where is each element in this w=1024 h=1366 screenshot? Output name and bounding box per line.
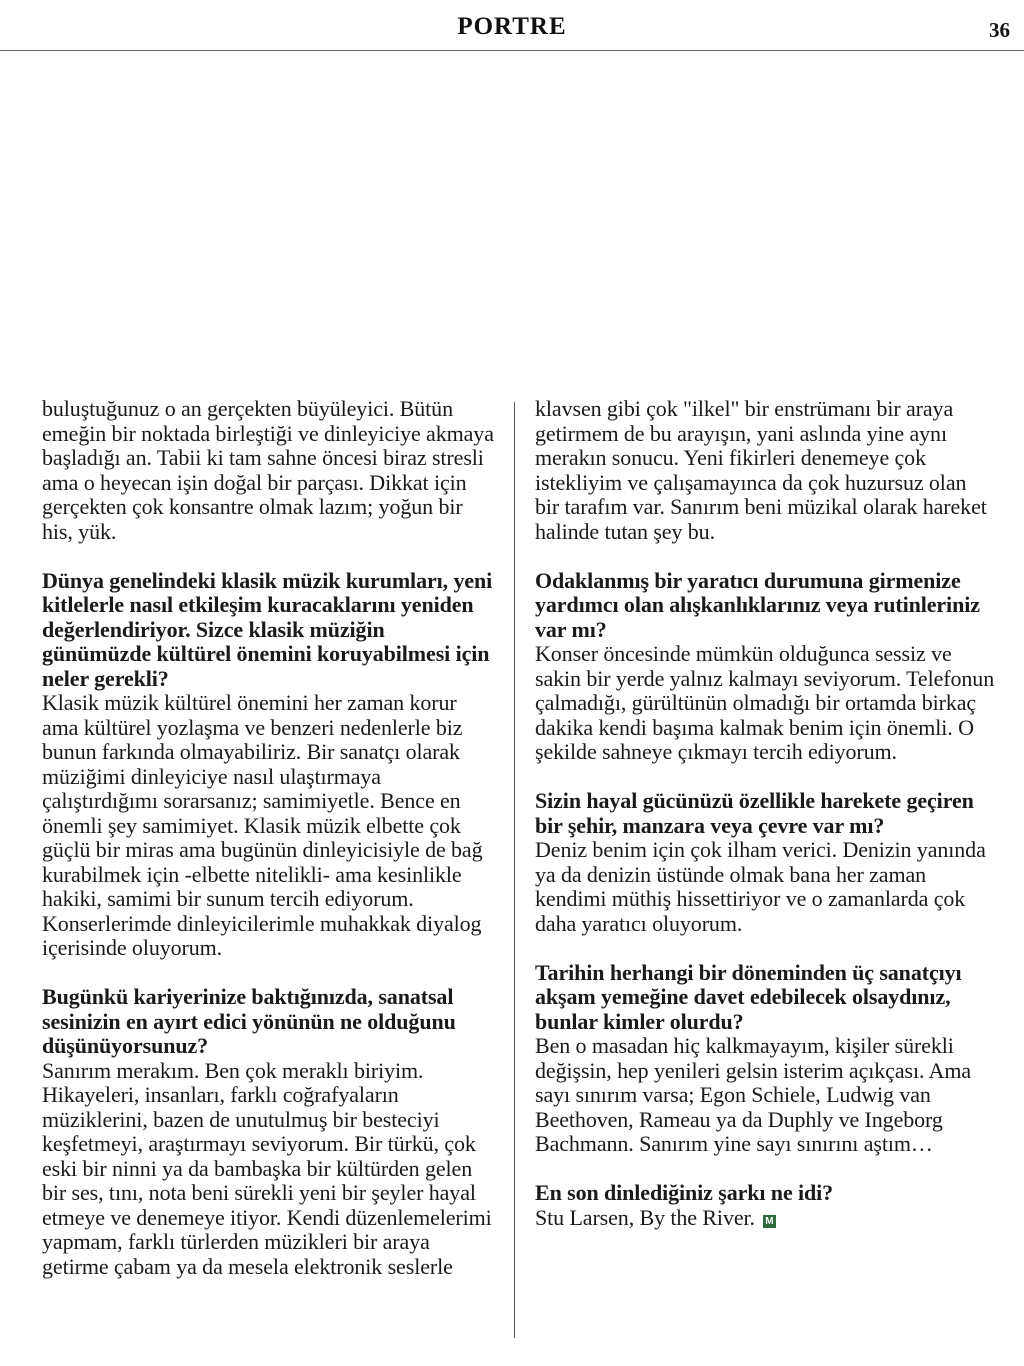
qa-block xyxy=(42,569,498,961)
column-divider xyxy=(514,402,515,1338)
interview-question: Dünya genelindeki klasik müzik kurumları, yeni kitlelerle nasıl etkileşim kuracaklarını yeniden değerlendiriyor. Sizce klasik müziğin günümüzde kültürel önemini koruyabilmesi için neler gerekli? xyxy=(42,567,493,691)
continuation-block xyxy=(535,397,995,544)
final-answer-text: Stu Larsen, By the River. xyxy=(535,1204,755,1230)
interview-answer: Deniz benim için çok ilham verici. Denizin yanında ya da denizin üstünde olmak bana her zaman kendimi müthiş hissettiriyor ve o zamanlarda çok daha yaratıcı oluyorum. xyxy=(535,837,986,936)
interview-question: Sizin hayal gücünüzü özellikle harekete geçiren bir şehir, manzara veya çevre var mı? xyxy=(535,788,974,838)
qa-block xyxy=(535,789,995,936)
interview-answer: Konser öncesinde mümkün olduğunca sessiz ve sakin bir yerde yalnız kalmayı seviyorum. Telefonun çalmadığı, gürültünün olmadığı bir ortamda birkaç dakika kendi başıma kalmak benim için önemli. O şekilde sahneye çıkmayı tercih ediyorum. xyxy=(535,641,995,764)
interview-answer: Sanırım merakım. Ben çok meraklı biriyim. Hikayeleri, insanları, farklı coğrafyaların müziklerini, bazen de unutulmuş bir besteciyi keşfetmeyi, araştırmayı seviyorum. Bir türkü, çok eski bir ninni ya da bambaşka bir kültürden gelen bir ses, tını, nota beni sürekli yeni bir şeyler hayal etmeye ve denemeye itiyor. Kendi düzenlemelerimi yapmam, farklı türlerden müzikleri bir araya getirme çabam ya da mesela elektronik seslerle xyxy=(42,1057,492,1279)
interview-question: Tarihin herhangi bir döneminden üç sanatçıyı akşam yemeğine davet edebilecek olsaydınız, bunlar kimler olurdu? xyxy=(535,959,962,1034)
intro-paragraph: buluştuğunuz o an gerçekten büyüleyici. Bütün emeğin bir noktada birleştiği ve dinleyiciye akmaya başladığı an. Tabii ki tam sahne öncesi biraz stresli ama o heyecan işin doğal bir parçası. Dikkat için gerçekten çok konsantre olmak lazım; yoğun bir his, yük. xyxy=(42,396,494,544)
right-column xyxy=(535,397,995,1255)
continuation-paragraph: klavsen gibi çok "ilkel" bir enstrümanı bir araya getirmem de bu arayışın, yani aslında yine aynı merakın sonucu. Yeni fikirleri denemeye çok istekliyim ve çalışamayınca da çok huzursuz olan bir tarafım var. Sanırım beni müzikal olarak hareket halinde tutan şey bu. xyxy=(535,396,987,544)
interview-question: Odaklanmış bir yaratıcı durumuna girmenize yardımcı olan alışkanlıklarınız veya rutinleriniz var mı? xyxy=(535,567,980,642)
section-title: PORTRE xyxy=(457,13,567,40)
interview-question: En son dinlediğiniz şarkı ne idi? xyxy=(535,1180,834,1205)
qa-block xyxy=(42,985,498,1279)
interview-question: Bugünkü kariyerinize baktığınızda, sanatsal sesinizin en ayırt edici yönünün ne olduğunu düşünüyorsunuz? xyxy=(42,984,456,1058)
qa-block xyxy=(535,569,995,765)
qa-block xyxy=(535,961,995,1157)
final-answer xyxy=(535,1206,995,1231)
end-mark-icon: M xyxy=(763,1215,776,1228)
interview-answer: Klasik müzik kültürel önemini her zaman korur ama kültürel yozlaşma ve benzeri nedenlerle biz bunun farkında olmayabiliriz. Bir sanatçı olarak müziğimi dinleyiciye nasıl ulaştırmaya çalıştırdığımı sorarsanız; samimiyetle. Bence en önemli şey samimiyet. Klasik müzik elbette çok güçlü bir miras ama bugünün dinleyicisiyle de bağ kurabilmek için -elbette nitelikli- ama kesinlikle hakiki, samimi bir sunum tercih ediyorum. Konserlerimde dinleyicilerimle muhakkak diyalog içerisinde oluyorum. xyxy=(42,690,483,960)
left-column xyxy=(42,397,498,1304)
page-header xyxy=(0,0,1024,51)
page-number: 36 xyxy=(989,18,1010,42)
intro-block xyxy=(42,397,498,544)
interview-answer: Ben o masadan hiç kalkmayayım, kişiler sürekli değişsin, hep yenileri gelsin isterim açıkçası. Ama sayı sınırım varsa; Egon Schiele, Ludwig van Beethoven, Rameau ya da Duphly ve Ingeborg Bachmann. Sanırım yine sayı sınırını aştım… xyxy=(535,1033,972,1156)
qa-block xyxy=(535,1181,995,1230)
